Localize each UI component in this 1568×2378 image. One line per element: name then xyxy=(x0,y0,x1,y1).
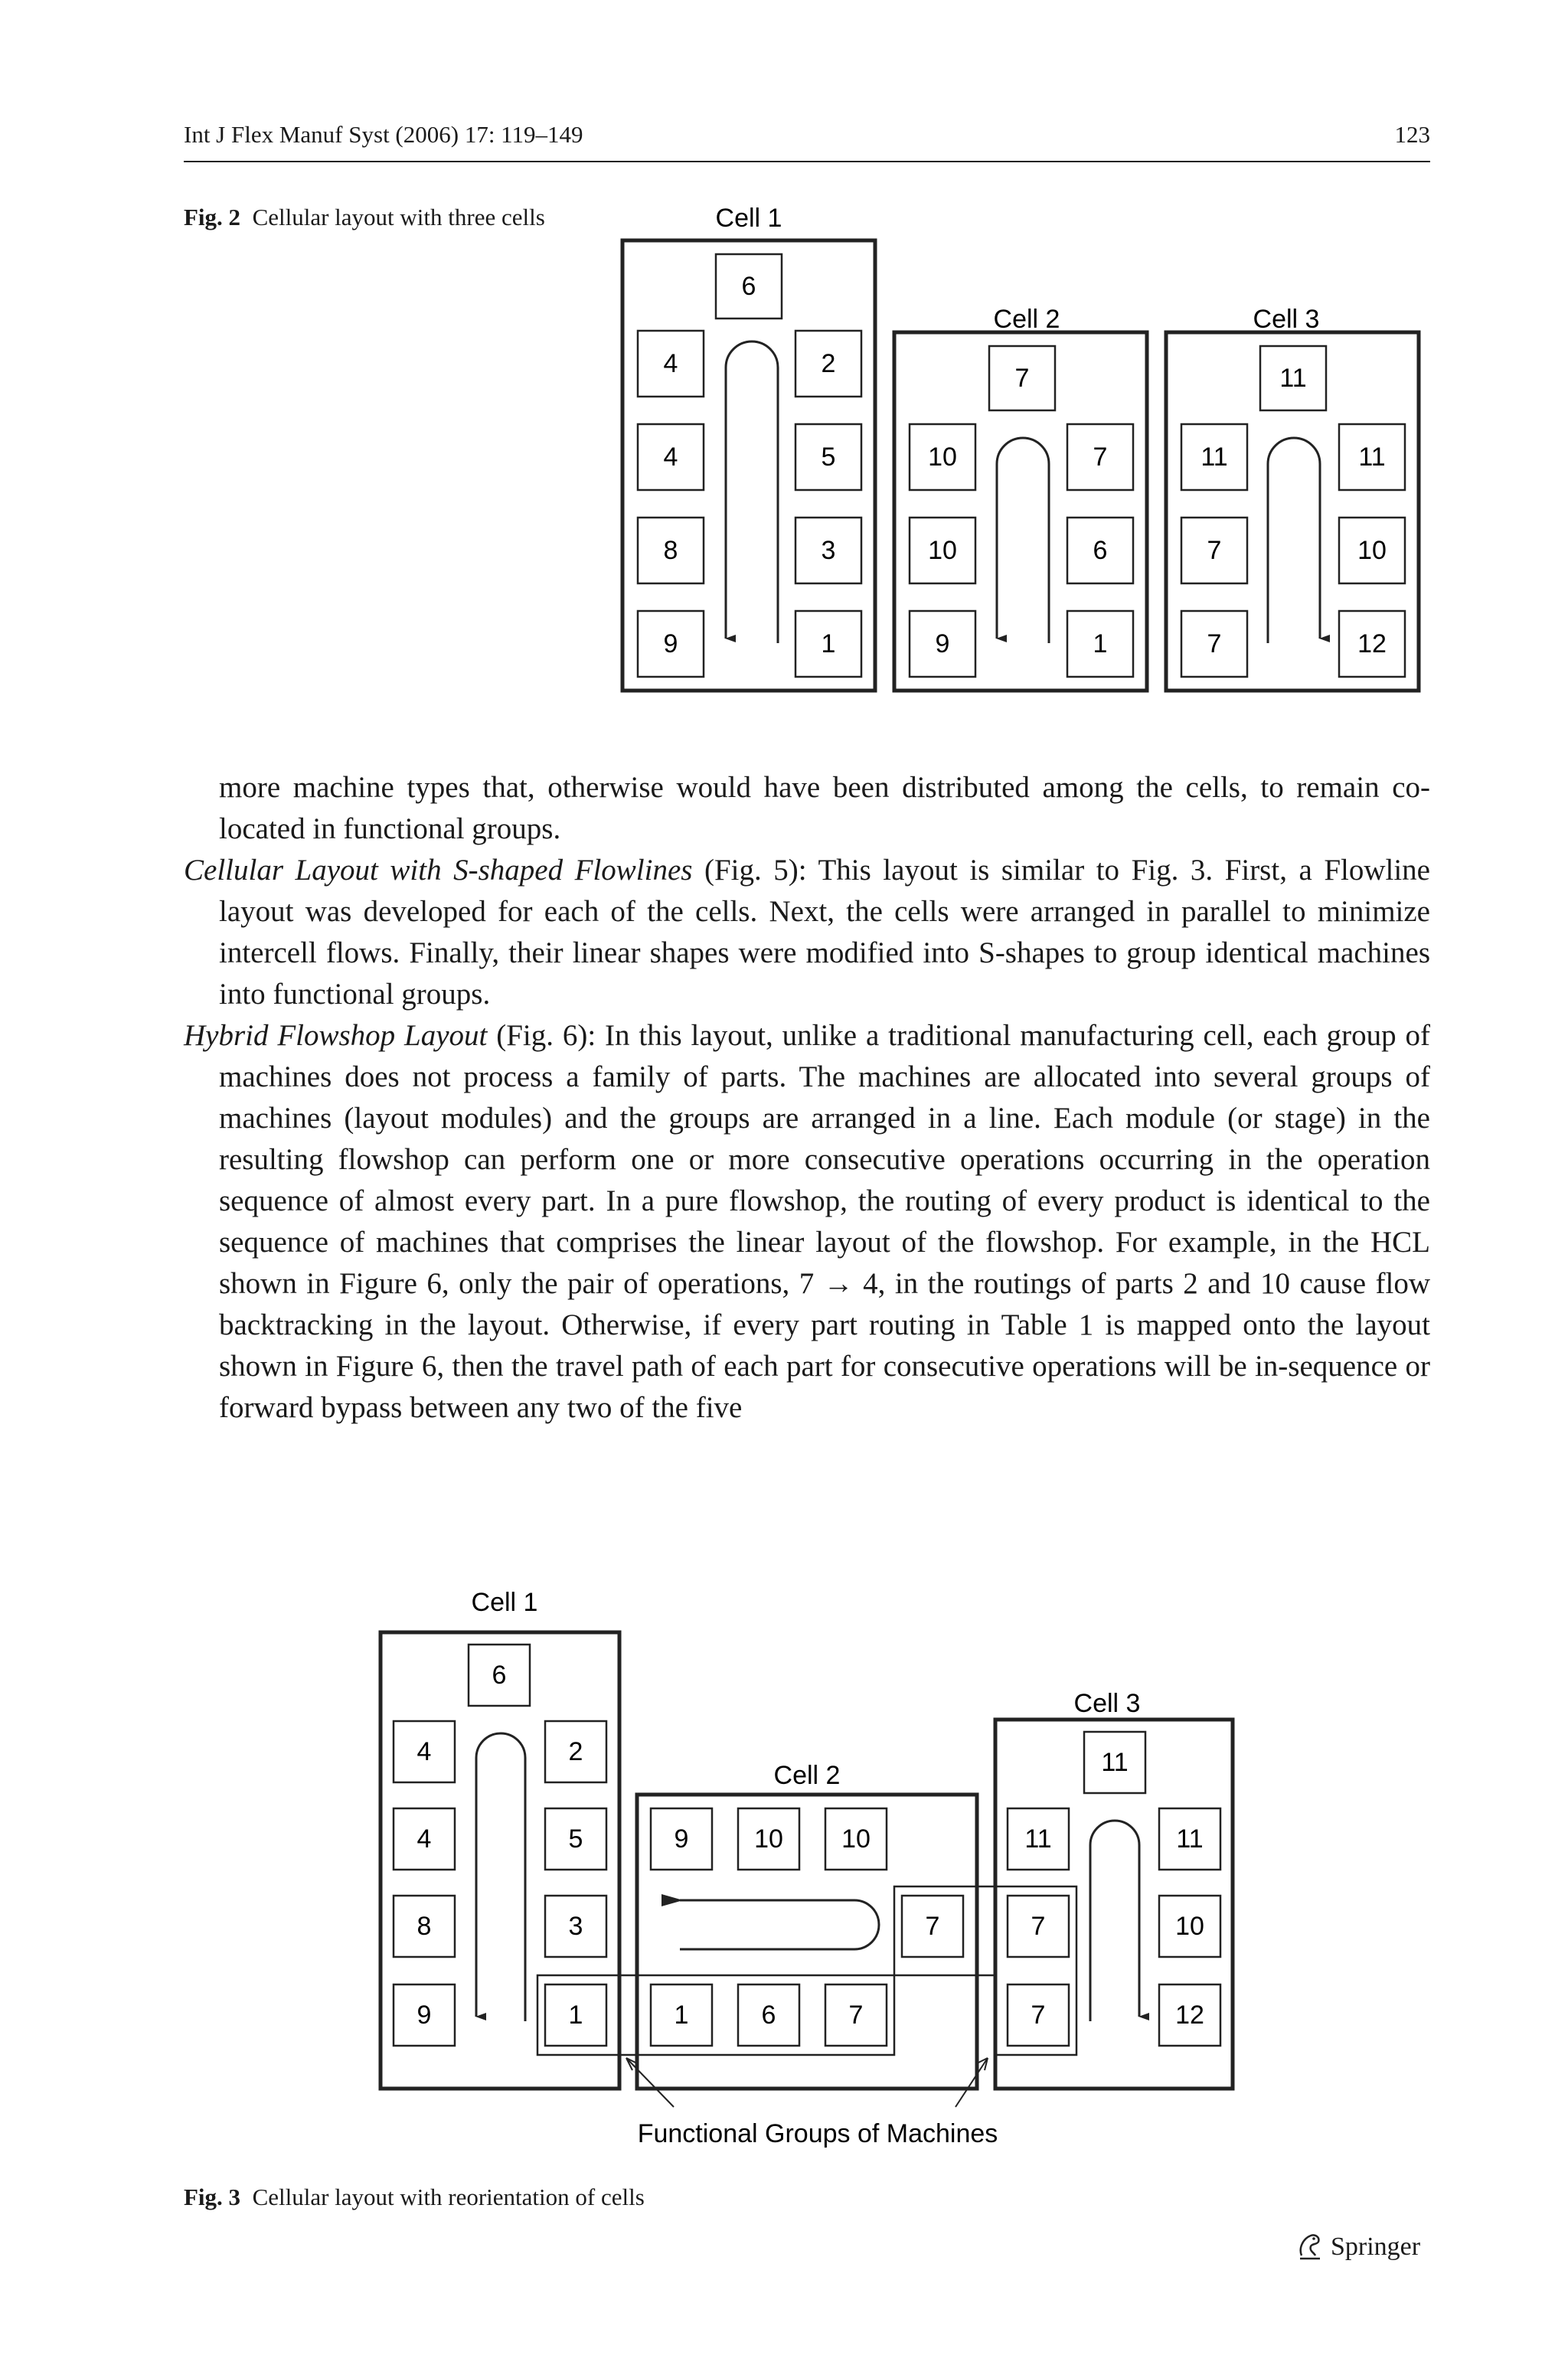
machine: 10 xyxy=(928,443,957,472)
body-text xyxy=(184,767,1430,1429)
machine: 10 xyxy=(1357,536,1387,565)
machine: 10 xyxy=(928,536,957,565)
machine: 10 xyxy=(1175,1912,1204,1941)
flow-arrow xyxy=(1090,1821,1139,2021)
fig3-cell1-title: Cell 1 xyxy=(471,1588,538,1617)
machine: 6 xyxy=(761,2001,776,2030)
fig3-caption xyxy=(184,2184,645,2211)
fig2-cell-1 xyxy=(622,204,875,691)
paragraph: more machine types that, otherwise would have been distributed among the cells, to remain co-located in functional groups. xyxy=(219,771,1430,845)
fig2-cell-2 xyxy=(894,305,1147,691)
fig2-diagram xyxy=(0,0,1568,735)
machine: 7 xyxy=(1014,364,1030,393)
machine: 3 xyxy=(821,536,836,565)
fig3-cell-2 xyxy=(637,1761,977,2089)
machine: 6 xyxy=(492,1661,507,1690)
machine: 4 xyxy=(663,443,678,472)
machine: 7 xyxy=(1093,443,1108,472)
machine: 10 xyxy=(841,1824,871,1854)
machine: 4 xyxy=(416,1824,432,1854)
fig2-cell-3 xyxy=(1166,305,1419,691)
machine: 1 xyxy=(1093,629,1108,658)
machine: 12 xyxy=(1175,2001,1204,2030)
fig2-cell3-title: Cell 3 xyxy=(1253,305,1320,334)
machine: 7 xyxy=(848,2001,864,2030)
machine: 11 xyxy=(1024,1824,1052,1854)
fig2-cell2-title: Cell 2 xyxy=(993,305,1060,334)
paragraph-title: Hybrid Flowshop Layout xyxy=(184,1019,488,1052)
fig2-label: Fig. 2 xyxy=(184,204,241,230)
machine: 5 xyxy=(568,1824,583,1854)
publisher-mark xyxy=(1294,2231,1420,2263)
flow-arrow xyxy=(680,1900,879,1949)
machine: 11 xyxy=(1279,364,1307,393)
machine: 7 xyxy=(1207,536,1222,565)
machine: 5 xyxy=(821,443,836,472)
fig3-label: Fig. 3 xyxy=(184,2184,241,2210)
machine: 9 xyxy=(416,2001,432,2030)
machine: 8 xyxy=(663,536,678,565)
machine: 12 xyxy=(1357,629,1387,658)
annotation-leader xyxy=(626,2058,674,2107)
machine: 7 xyxy=(925,1912,940,1941)
annotation-leader xyxy=(956,2058,988,2107)
fig3-cell-1 xyxy=(381,1588,619,2089)
machine: 11 xyxy=(1101,1748,1129,1777)
machine: 7 xyxy=(1031,1912,1046,1941)
machine: 4 xyxy=(416,1737,432,1766)
publisher-name: Springer xyxy=(1331,2233,1421,2261)
machine: 1 xyxy=(674,2001,689,2030)
flow-arrow xyxy=(476,1733,525,2021)
machine: 6 xyxy=(1093,536,1108,565)
machine: 4 xyxy=(663,349,678,378)
machine: 9 xyxy=(935,629,950,658)
fig3-annotation: Functional Groups of Machines xyxy=(637,2119,998,2148)
paragraph xyxy=(184,1015,1430,1429)
flow-arrow xyxy=(726,341,778,643)
machine: 11 xyxy=(1358,443,1386,472)
paragraph-text: (Fig. 5): This layout is similar to Fig. 3. First, a Flowline layout was developed for each of the cells. Next, the cells were arranged in parallel to minimize intercell flows. Finally, their linear shapes were modified into S-shapes to group identical machines into functional groups. xyxy=(219,854,1430,1011)
machine: 1 xyxy=(568,2001,583,2030)
fig3-cell2-title: Cell 2 xyxy=(773,1761,841,1790)
journal-reference: Int J Flex Manuf Syst (2006) 17: 119–149 xyxy=(184,121,583,148)
machine: 10 xyxy=(754,1824,783,1854)
fig3-caption-text: Cellular layout with reorientation of cells xyxy=(252,2184,645,2210)
flow-arrow xyxy=(1268,438,1320,643)
machine: 2 xyxy=(821,349,836,378)
machine: 9 xyxy=(663,629,678,658)
paragraph-text: (Fig. 6): In this layout, unlike a traditional manufacturing cell, each group of machines does not process a family of parts. The machines are allocated into several groups of machines (layout modules) and the groups are arranged in a line. Each module (or stage) in the resulting flowshop can perform one or more consecutive operations occurring in the operation sequence of almost every part. In a pure flowshop, the routing of every product is identical to the sequence of machines that comprises the linear layout of the flowshop. For example, in the HCL shown in Figure 6, only the pair of operations, 7 → 4, in the routings of parts 2 and 10 cause flow backtracking in the layout. Otherwise, if every part routing in Table 1 is mapped onto the layout shown in Figure 6, then the travel path of each part for consecutive operations will be in-sequence or forward bypass between any two of the five xyxy=(219,1019,1431,1424)
machine: 9 xyxy=(674,1824,689,1854)
machine: 1 xyxy=(821,629,836,658)
machine: 2 xyxy=(568,1737,583,1766)
machine: 7 xyxy=(1207,629,1222,658)
fig3-cell3-title: Cell 3 xyxy=(1073,1689,1141,1718)
flow-arrow xyxy=(997,438,1049,643)
page-number: 123 xyxy=(1394,121,1430,148)
paragraph xyxy=(184,850,1430,1015)
machine: 8 xyxy=(416,1912,432,1941)
machine: 3 xyxy=(568,1912,583,1941)
machine: 11 xyxy=(1176,1824,1204,1854)
fig2-caption-text: Cellular layout with three cells xyxy=(252,204,545,230)
fig2-cell1-title: Cell 1 xyxy=(715,204,782,233)
machine: 7 xyxy=(1031,2001,1046,2030)
fig3-cell-3 xyxy=(995,1689,1233,2089)
fig3-diagram xyxy=(0,1562,1568,2174)
machine: 6 xyxy=(741,272,756,301)
machine: 11 xyxy=(1200,443,1228,472)
paragraph-title: Cellular Layout with S-shaped Flowlines xyxy=(184,854,693,887)
springer-horse-icon xyxy=(1294,2231,1326,2263)
